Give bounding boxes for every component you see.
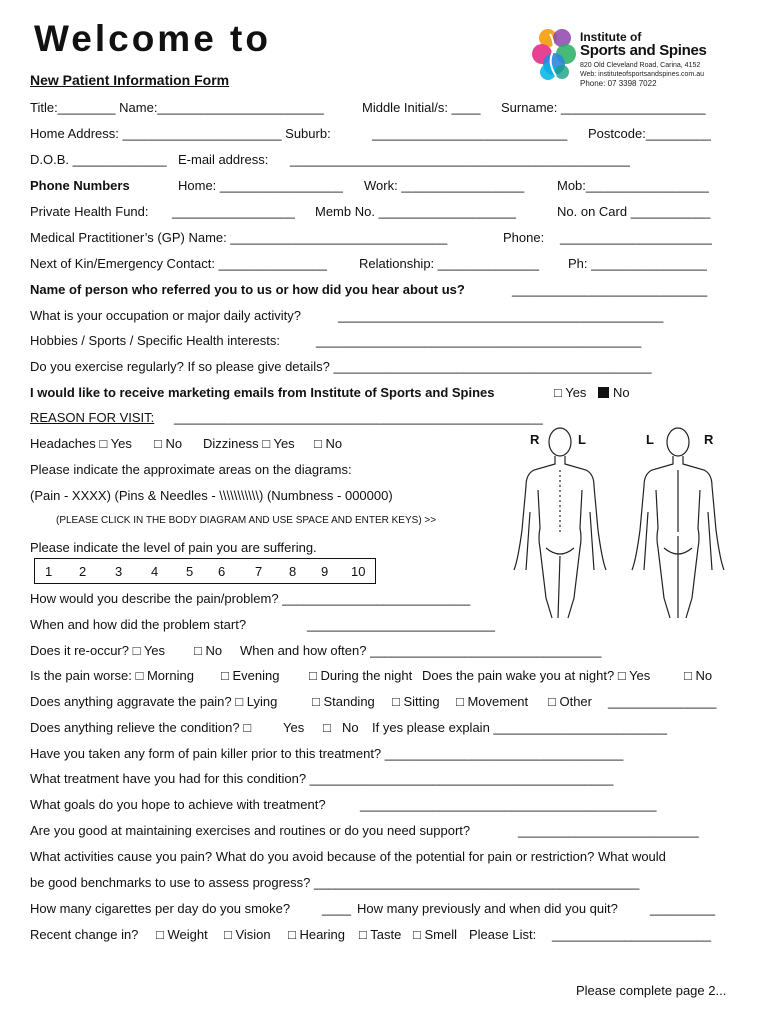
diagram-click-note: (PLEASE CLICK IN THE BODY DIAGRAM AND USE SPACE AND ENTER KEYS) >> (56, 515, 437, 526)
referral-field[interactable]: ___________________________ (512, 282, 708, 297)
exercise-field[interactable]: Do you exercise regularly? If so please give details? ____________________________________________ (30, 359, 652, 374)
reoccur-yes-checkbox[interactable]: Does it re-occur? □ Yes (30, 643, 166, 658)
surname-field[interactable]: Surname: ____________________ (501, 100, 706, 115)
body-diagram[interactable] (500, 420, 740, 620)
postcode-field[interactable]: Postcode:_________ (588, 126, 711, 141)
change-vision-checkbox[interactable]: □ Vision (224, 927, 271, 942)
emergency-contact-field[interactable]: Next of Kin/Emergency Contact: _______________ (30, 256, 328, 271)
aggravate-movement-checkbox[interactable]: □ Movement (456, 694, 529, 709)
pain-level-10[interactable]: 10 (351, 564, 366, 579)
front-body-figure (514, 428, 606, 618)
mobile-field[interactable]: Mob:_________________ (557, 178, 709, 193)
headaches-yes-checkbox[interactable]: Headaches □ Yes (30, 436, 132, 451)
relieve-explain-field[interactable]: If yes please explain ________________________ (372, 720, 667, 735)
aggravate-sitting-checkbox[interactable]: □ Sitting (392, 694, 440, 709)
hobbies-label: Hobbies / Sports / Specific Health interests: (30, 333, 281, 348)
gp-phone-field[interactable]: _____________________ (560, 230, 712, 245)
emergency-phone-field[interactable]: Ph: ________________ (568, 256, 707, 271)
pain-level-2[interactable]: 2 (79, 564, 87, 579)
reason-for-visit-field[interactable]: ___________________________________________________ (174, 410, 543, 425)
relationship-field[interactable]: Relationship: ______________ (359, 256, 539, 271)
marketing-label: I would like to receive marketing emails from Institute of Sports and Spines (30, 385, 495, 400)
exercise-support-label: Are you good at maintaining exercises and routines or do you need support? (30, 823, 471, 838)
prior-treatment-field[interactable]: What treatment have you had for this condition? __________________________________________ (30, 771, 614, 786)
phone-numbers-label: Phone Numbers (30, 178, 130, 193)
org-web: Web: instituteofsportsandspines.com.au (580, 71, 704, 78)
email-label: E-mail address: (178, 152, 269, 167)
number-on-card-field[interactable]: No. on Card ___________ (557, 204, 711, 219)
goals-field[interactable]: _________________________________________ (360, 797, 657, 812)
aggravate-lying-checkbox[interactable]: Does anything aggravate the pain? □ Lying (30, 694, 278, 709)
recent-change-label: Recent change in? (30, 927, 139, 942)
marketing-no-label: No (613, 385, 630, 400)
worse-morning-checkbox[interactable]: Is the pain worse: □ Morning (30, 668, 194, 683)
diagram-legend: (Pain - XXXX) (Pins & Needles - \\\\\\\\\\\) (Numbness - 000000) (30, 488, 393, 503)
checked-box-icon (598, 387, 609, 398)
pain-level-6[interactable]: 6 (218, 564, 226, 579)
email-field[interactable]: _______________________________________________ (290, 152, 630, 167)
worse-evening-checkbox[interactable]: □ Evening (221, 668, 280, 683)
wake-at-night-no-checkbox[interactable]: □ No (684, 668, 713, 683)
quit-field[interactable]: _________ (650, 901, 716, 916)
aggravate-standing-checkbox[interactable]: □ Standing (312, 694, 375, 709)
worse-night-checkbox[interactable]: □ During the night (309, 668, 413, 683)
pain-scale (34, 558, 376, 584)
how-often-field[interactable]: When and how often? ________________________________ (240, 643, 602, 658)
back-left-label: L (646, 432, 654, 447)
front-right-label: R (530, 432, 540, 447)
dizziness-yes-checkbox[interactable]: Dizziness □ Yes (203, 436, 295, 451)
diagram-instruction: Please indicate the approximate areas on the diagrams: (30, 462, 352, 477)
problem-start-field[interactable]: __________________________ (307, 617, 495, 632)
title-name-field[interactable]: Title:________ Name:_______________________ (30, 100, 324, 115)
pain-level-9[interactable]: 9 (321, 564, 329, 579)
gp-phone-label: Phone: (503, 230, 545, 245)
front-left-label: L (578, 432, 586, 447)
aggravate-other-field[interactable]: _______________ (608, 694, 717, 709)
benchmarks-field[interactable]: be good benchmarks to use to assess progress? _____________________________________________ (30, 875, 640, 890)
cigarettes-label: How many cigarettes per day do you smoke? (30, 901, 291, 916)
exercise-support-field[interactable]: _________________________ (518, 823, 699, 838)
health-fund-field[interactable]: _________________ (172, 204, 295, 219)
cigarettes-field[interactable]: ____ (322, 901, 351, 916)
referral-label: Name of person who referred you to us or how did you hear about us? (30, 282, 465, 297)
problem-start-label: When and how did the problem start? (30, 617, 247, 632)
pain-level-3[interactable]: 3 (115, 564, 123, 579)
pain-level-4[interactable]: 4 (151, 564, 159, 579)
work-phone-field[interactable]: Work: _________________ (364, 178, 525, 193)
relieve-no-label: No (342, 720, 359, 735)
describe-pain-field[interactable]: How would you describe the pain/problem? __________________________ (30, 591, 471, 606)
back-body-figure (632, 428, 724, 618)
change-weight-checkbox[interactable]: □ Weight (156, 927, 208, 942)
org-address: 820 Old Cleveland Road, Carina, 4152 (580, 62, 701, 69)
health-fund-label: Private Health Fund: (30, 204, 149, 219)
wake-at-night-yes-checkbox[interactable]: Does the pain wake you at night? □ Yes (422, 668, 651, 683)
back-right-label: R (704, 432, 714, 447)
middle-initials-field[interactable]: Middle Initial/s: ____ (362, 100, 481, 115)
dob-field[interactable]: D.O.B. _____________ (30, 152, 167, 167)
pain-level-8[interactable]: 8 (289, 564, 297, 579)
marketing-no-checkbox[interactable] (598, 385, 630, 400)
please-list-label: Please List: (469, 927, 537, 942)
org-name: Institute of Sports and Spines (580, 30, 707, 59)
org-contact (580, 61, 704, 88)
aggravate-other-checkbox[interactable]: □ Other (548, 694, 592, 709)
hobbies-field[interactable]: _____________________________________________ (316, 333, 642, 348)
suburb-field[interactable]: ___________________________ (372, 126, 568, 141)
marketing-yes-checkbox[interactable]: □ Yes (554, 385, 587, 400)
body-diagram-svg[interactable] (500, 420, 740, 620)
form-title: New Patient Information Form (30, 72, 230, 88)
relieve-yes-checkbox[interactable]: Does anything relieve the condition? □ (30, 720, 252, 735)
headaches-no-checkbox[interactable]: □ No (154, 436, 183, 451)
change-smell-checkbox[interactable]: □ Smell (413, 927, 457, 942)
pain-level-1[interactable]: 1 (45, 564, 53, 579)
relieve-yes-label: Yes (283, 720, 305, 735)
org-phone: Phone: 07 3398 7022 (580, 79, 657, 88)
gp-name-field[interactable]: Medical Practitioner’s (GP) Name: ______________________________ (30, 230, 448, 245)
member-number-field[interactable]: Memb No. ___________________ (315, 204, 516, 219)
pain-level-5[interactable]: 5 (186, 564, 194, 579)
occupation-label: What is your occupation or major daily activity? (30, 308, 301, 323)
occupation-field[interactable]: _____________________________________________ (338, 308, 664, 323)
continue-note: Please complete page 2... (576, 983, 727, 998)
pain-level-7[interactable]: 7 (255, 564, 263, 579)
goals-label: What goals do you hope to achieve with treatment? (30, 797, 326, 812)
reoccur-no-checkbox[interactable]: □ No (194, 643, 223, 658)
dizziness-no-checkbox[interactable]: □ No (314, 436, 343, 451)
relieve-no-checkbox[interactable]: □ (323, 720, 331, 735)
change-taste-checkbox[interactable]: □ Taste (359, 927, 402, 942)
home-phone-field[interactable]: Home: _________________ (178, 178, 343, 193)
page-title: Welcome to (34, 18, 271, 59)
institute-logo (528, 24, 584, 84)
please-list-field[interactable]: ______________________ (552, 927, 712, 942)
pain-level-label: Please indicate the level of pain you are suffering. (30, 540, 317, 555)
home-address-field[interactable]: Home Address: ______________________ Suburb: (30, 126, 331, 141)
pain-killer-field[interactable]: Have you taken any form of pain killer prior to this treatment? _________________________________ (30, 746, 624, 761)
quit-label: How many previously and when did you quit? (357, 901, 618, 916)
activities-pain-label: What activities cause you pain? What do you avoid because of the potential for pain or restriction? What would (30, 849, 666, 864)
change-hearing-checkbox[interactable]: □ Hearing (288, 927, 345, 942)
reason-for-visit-label: REASON FOR VISIT: (30, 410, 155, 425)
